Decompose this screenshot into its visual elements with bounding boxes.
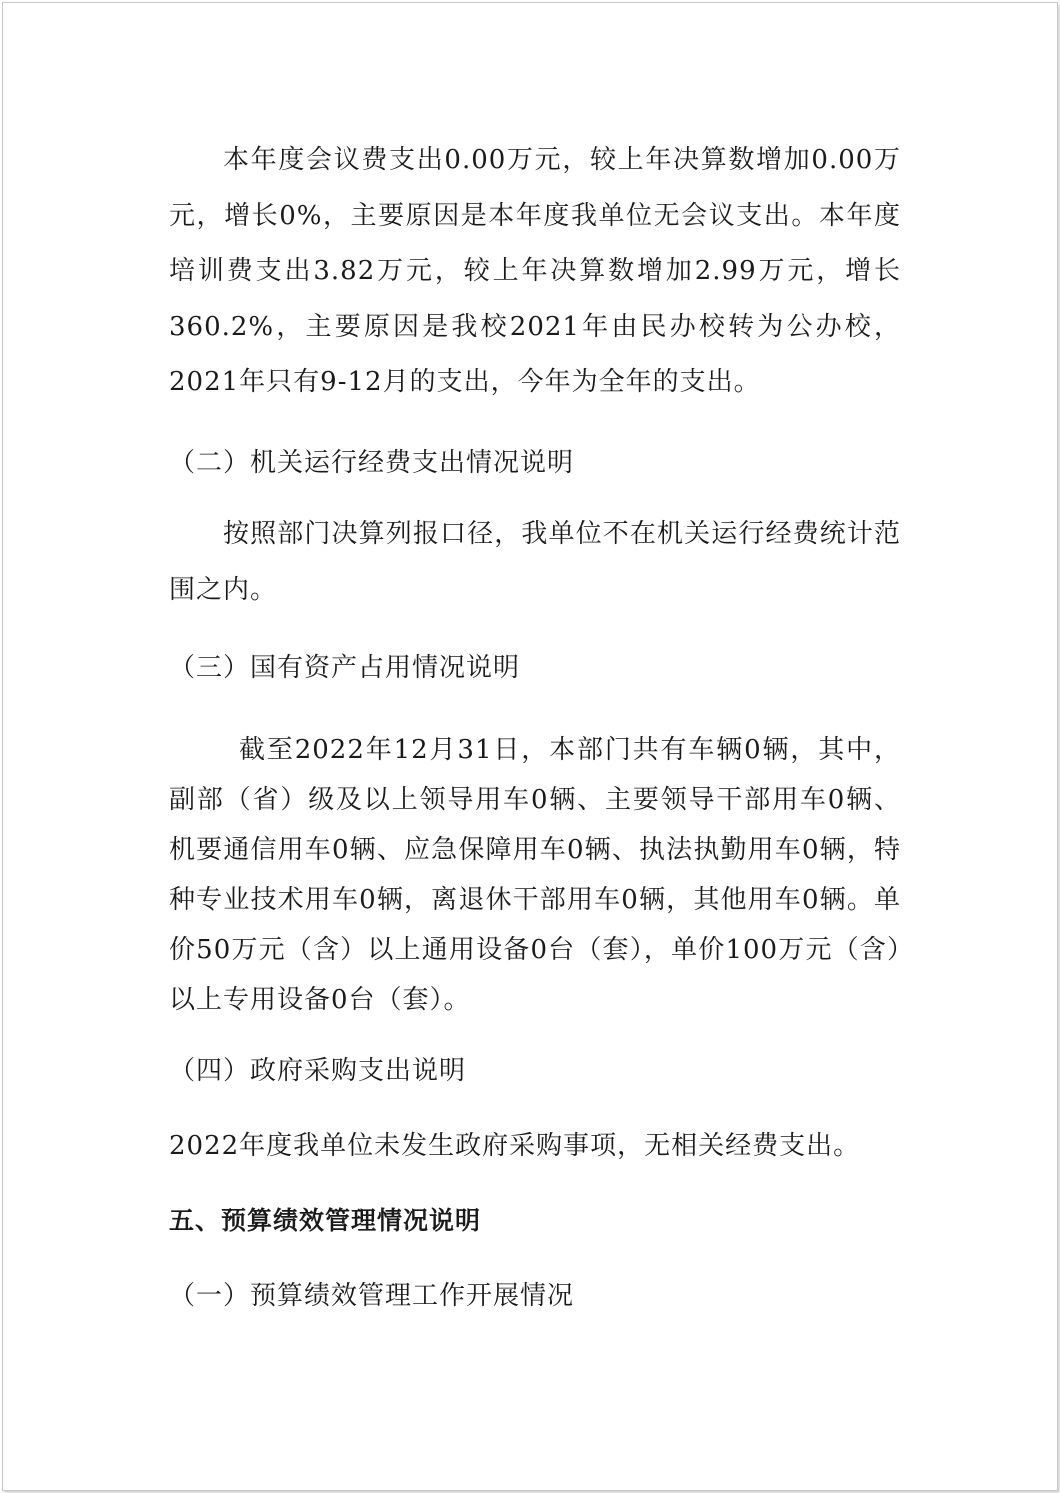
- heading-state-assets: （三）国有资产占用情况说明: [169, 653, 521, 683]
- paragraph-state-assets: 截至2022年12月31日，本部门共有车辆0辆，其中，副部（省）级及以上领导用车0辆、主要领导干部用车0辆、机要通信用车0辆、应急保障用车0辆、执法执勤用车0辆，特种专业技术用车0辆，离退休干部用车0辆，其他用车0辆。单价50万元（含）以上通用设备0台（套），单价100万元（含）以上专用设备0台（套）。: [169, 735, 901, 1015]
- heading-performance-work: （一）预算绩效管理工作开展情况: [169, 1281, 575, 1311]
- heading-government-procurement: （四）政府采购支出说明: [169, 1056, 467, 1086]
- paragraph-government-procurement: 2022年度我单位未发生政府采购事项，无相关经费支出。: [169, 1131, 861, 1161]
- paragraph-meeting-training-expenses: 本年度会议费支出0.00万元，较上年决算数增加0.00万元，增长0%，主要原因是本年度我单位无会议支出。本年度培训费支出3.82万元，较上年决算数增加2.99万元，增长360.2%，主要原因是我校2021年由民办校转为公办校，2021年只有9-12月的支出，今年为全年的支出。: [169, 145, 901, 397]
- paragraph-operating-expenses: 按照部门决算列报口径，我单位不在机关运行经费统计范围之内。: [169, 519, 901, 605]
- heading-section-five-performance: 五、预算绩效管理情况说明: [169, 1206, 482, 1235]
- heading-operating-expenses: （二）机关运行经费支出情况说明: [169, 448, 575, 478]
- document-page: [2, 2, 1058, 1491]
